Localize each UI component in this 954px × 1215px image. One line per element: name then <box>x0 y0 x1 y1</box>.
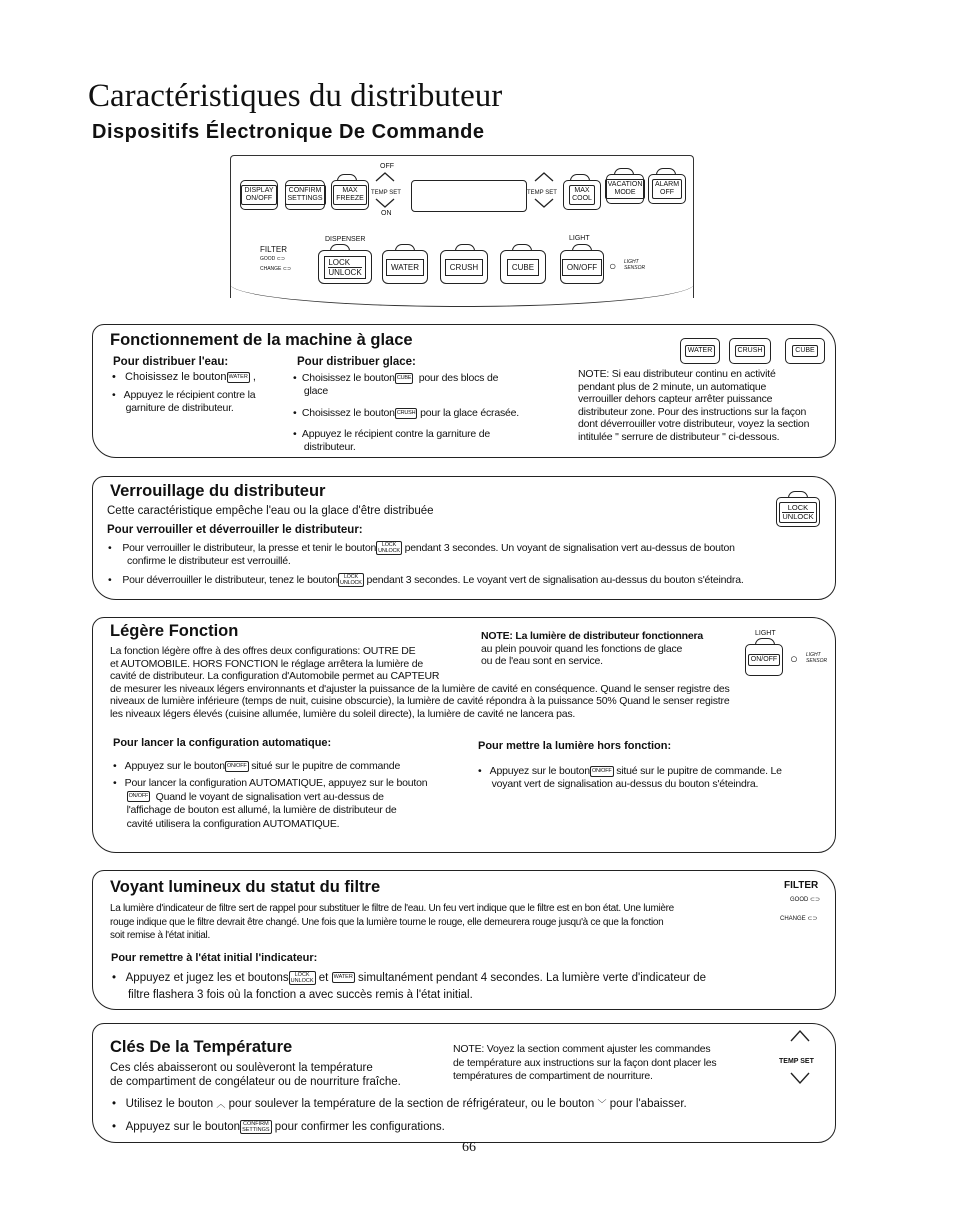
down-arrow-icon <box>374 197 396 209</box>
crush-button[interactable]: CRUSH <box>440 250 488 284</box>
light-title: Légère Fonction <box>110 622 239 640</box>
lock-intro: Cette caractéristique empêche l'eau ou la glace d'être distribuée <box>107 505 434 517</box>
lock-step-2: • Pour déverrouiller le distributeur, tenez le bouton LOCK UNLOCK pendant 3 secondes. Le voyant vert de signalisation au-dessus du bouton s'éteindra. <box>108 573 744 586</box>
temp-note: NOTE: Voyez la section comment ajuster les commandes de température aux instructions sur la façon dont placer les températures de compartiment de nourriture. <box>453 1043 717 1082</box>
light-sensor-label: LIGHT SENSOR <box>624 259 646 271</box>
ice-step-1: • Choisissez le bouton CUBE pour des blocs de glace <box>293 372 499 397</box>
up-arrow-icon <box>374 171 396 183</box>
water-heading: Pour distribuer l'eau: <box>113 356 229 368</box>
onoff-icon: ON/OFF <box>225 761 249 772</box>
lock-step-1: • Pour verrouiller le distributeur, la presse et tenir le bouton LOCK UNLOCK pendant 3 secondes. Un voyant de signalisation vert au-dessus de bouton confirme le distributeur est verrouillé. <box>108 541 735 567</box>
filter-heading: Pour remettre à l'état initial l'indicateur: <box>111 952 318 964</box>
filter-label: FILTER <box>260 245 287 254</box>
water-button[interactable]: WATER <box>382 250 428 284</box>
display-window <box>411 180 527 212</box>
dispenser-label: DISPENSER <box>325 236 366 243</box>
cube-icon: CUBE <box>395 373 413 384</box>
down-arrow-icon <box>533 197 555 209</box>
page-subtitle: Dispositifs Électronique De Commande <box>92 121 485 143</box>
icemaker-note: NOTE: Si eau distributeur continu en activité pendant plus de 2 minute, un automatique verrouiller dehors capteur arrêter puissance distributeur zone. Pour des instructions sur la façon dont déverrouiller votre distributeur, voyez la section intitulée " serrure de distributeur " ci-dessous. <box>578 368 810 443</box>
light-note: NOTE: La lumière de distributeur fonctionnera au plein pouvoir quand les fonctions de glace ou de l'eau sont en service. <box>481 630 704 668</box>
lock-icon: LOCK UNLOCK <box>290 971 314 984</box>
water-step-1: • Choisissez le bouton WATER , <box>112 371 256 383</box>
filter-label: FILTER <box>784 880 819 891</box>
cube-button[interactable]: CUBE <box>785 338 825 364</box>
light-onoff-button[interactable]: ON/OFF <box>560 250 604 284</box>
good-label: GOOD ⊂⊃ <box>790 897 821 903</box>
filter-paragraph: La lumière d'indicateur de filtre sert de rappel pour substituer le filtre de l'eau. Un feu vert indique que le filtre est en bon état. Une lumière rouge indique que le filtre devrait être changé. Une fois que la lumière tourne le rouge, elle demeurera rouge jusqu'à ce que la fonction soit remise à l'état initial. <box>110 903 674 941</box>
filter-step-1: • Appuyez et jugez les et boutons LOCK UNLOCK et WATER simultanément pendant 4 secondes. La lumière verte d'indicateur de filtre flashera 3 fois où la fonction a avec succès remis à l'état initial. <box>112 971 707 1001</box>
cube-button[interactable]: CUBE <box>500 250 546 284</box>
crush-button[interactable]: CRUSH <box>729 338 771 364</box>
light-paragraph: La fonction légère offre à des offres deux configurations: OUTRE DE et AUTOMOBILE. HORS FONCTION le réglage arrêtera la lumière de cavité de distributeur. La configuration d'Automobile permet au CAPTEUR de mesurer les niveaux légers environnants et d'ajuster la puissance de la lumière de cavité en conséquence. Quand le senser registre des niveaux de lumière inférieure (temps de nuit, cuisine obscurcie), la lumière de cavité répondra à la puissance 50% Quand le senser registre les niveaux légers élevés (cuisine allumée, lumière du soleil directe), la lumière de cavité ne lancera pas. <box>110 645 730 720</box>
filter-title: Voyant lumineux du statut du filtre <box>110 878 381 896</box>
light-label: LIGHT <box>569 235 590 242</box>
temp-set-label: TEMP SET <box>779 1058 814 1065</box>
good-label: GOOD ⊂⊃ <box>260 256 286 262</box>
water-step-2: • Appuyez le récipient contre la garniture de distributeur. <box>112 389 256 414</box>
crush-icon: CRUSH <box>395 408 418 419</box>
off-heading: Pour mettre la lumière hors fonction: <box>478 740 672 752</box>
water-icon: WATER <box>227 372 250 383</box>
max-freeze-button[interactable]: MAX FREEZE <box>331 180 369 210</box>
lock-icon: LOCK UNLOCK <box>378 542 400 554</box>
change-label: CHANGE ⊂⊃ <box>780 916 818 922</box>
confirm-icon: CONFIRM SETTINGS <box>242 1121 270 1133</box>
water-icon: WATER <box>332 972 355 983</box>
ice-heading: Pour distribuer glace: <box>297 356 416 368</box>
temp-title: Clés De la Température <box>110 1038 293 1056</box>
confirm-settings-button[interactable]: CONFIRM SETTINGS <box>285 180 325 210</box>
control-panel-edge <box>230 284 694 307</box>
temp-paragraph: Ces clés abaisseront ou soulèveront la température de compartiment de congélateur ou de nourriture fraîche. <box>110 1062 401 1088</box>
max-cool-button[interactable]: MAX COOL <box>563 180 601 210</box>
off-label: OFF <box>380 163 394 170</box>
icemaker-title: Fonctionnement de la machine à glace <box>110 331 413 349</box>
light-sensor-label: LIGHT SENSOR <box>806 652 828 664</box>
lock-icon: LOCK UNLOCK <box>340 574 362 586</box>
change-label: CHANGE ⊂⊃ <box>260 266 292 272</box>
page-number: 66 <box>462 1140 476 1155</box>
lock-title: Verrouillage du distributeur <box>110 482 326 500</box>
light-label: LIGHT <box>755 630 776 637</box>
display-onoff-button[interactable]: DISPLAY ON/OFF <box>240 180 278 210</box>
light-sensor-icon: ○ <box>790 651 798 666</box>
down-arrow-icon <box>789 1071 811 1085</box>
lock-unlock-button[interactable]: LOCK UNLOCK <box>776 497 820 527</box>
auto-step-1: • Appuyez sur le bouton ON/OFF situé sur le pupitre de commande <box>113 760 401 772</box>
off-step-1: • Appuyez sur le bouton ON/OFF situé sur le pupitre de commande. Le voyant vert de signalisation au-dessus du bouton s'éteindra. <box>478 765 782 790</box>
light-onoff-button[interactable]: ON/OFF <box>745 644 783 676</box>
water-button[interactable]: WATER <box>680 338 720 364</box>
auto-step-2: • Pour lancer la configuration AUTOMATIQUE, appuyez sur le bouton ON/OFF Quand le voyant de signalisation vert au-dessus de l'affichage de bouton est allumé, la lumière de distributeur de cavité utilisera la configuration AUTOMATIQUE. <box>113 777 428 830</box>
temp-set-left-label: TEMP SET <box>371 190 401 196</box>
lock-heading: Pour verrouiller et déverrouiller le distributeur: <box>107 524 363 536</box>
up-arrow-icon <box>789 1029 811 1043</box>
on-label: ON <box>381 210 392 217</box>
ice-step-2: • Choisissez le bouton CRUSH pour la glace écrasée. <box>293 407 520 419</box>
ice-step-3: • Appuyez le récipient contre la garniture de distributeur. <box>293 428 491 453</box>
light-sensor-icon: ○ <box>609 259 617 273</box>
temp-set-right-label: TEMP SET <box>527 190 557 196</box>
vacation-mode-button[interactable]: VACATION MODE <box>606 174 644 204</box>
onoff-icon: ON/OFF <box>127 791 151 802</box>
lock-unlock-button[interactable]: LOCK UNLOCK <box>318 250 372 284</box>
up-arrow-icon <box>533 171 555 183</box>
onoff-icon: ON/OFF <box>590 766 614 777</box>
alarm-off-button[interactable]: ALARM OFF <box>648 174 686 204</box>
temp-step-1: • Utilisez le bouton ︿ pour soulever la température de la section de réfrigérateur, ou le bouton ﹀ pour l'abaisser. <box>112 1098 687 1110</box>
page-title: Caractéristiques du distributeur <box>88 78 503 114</box>
auto-heading: Pour lancer la configuration automatique: <box>113 737 332 749</box>
temp-step-2: • Appuyez sur le bouton CONFIRM SETTINGS pour confirmer les configurations. <box>112 1121 445 1134</box>
